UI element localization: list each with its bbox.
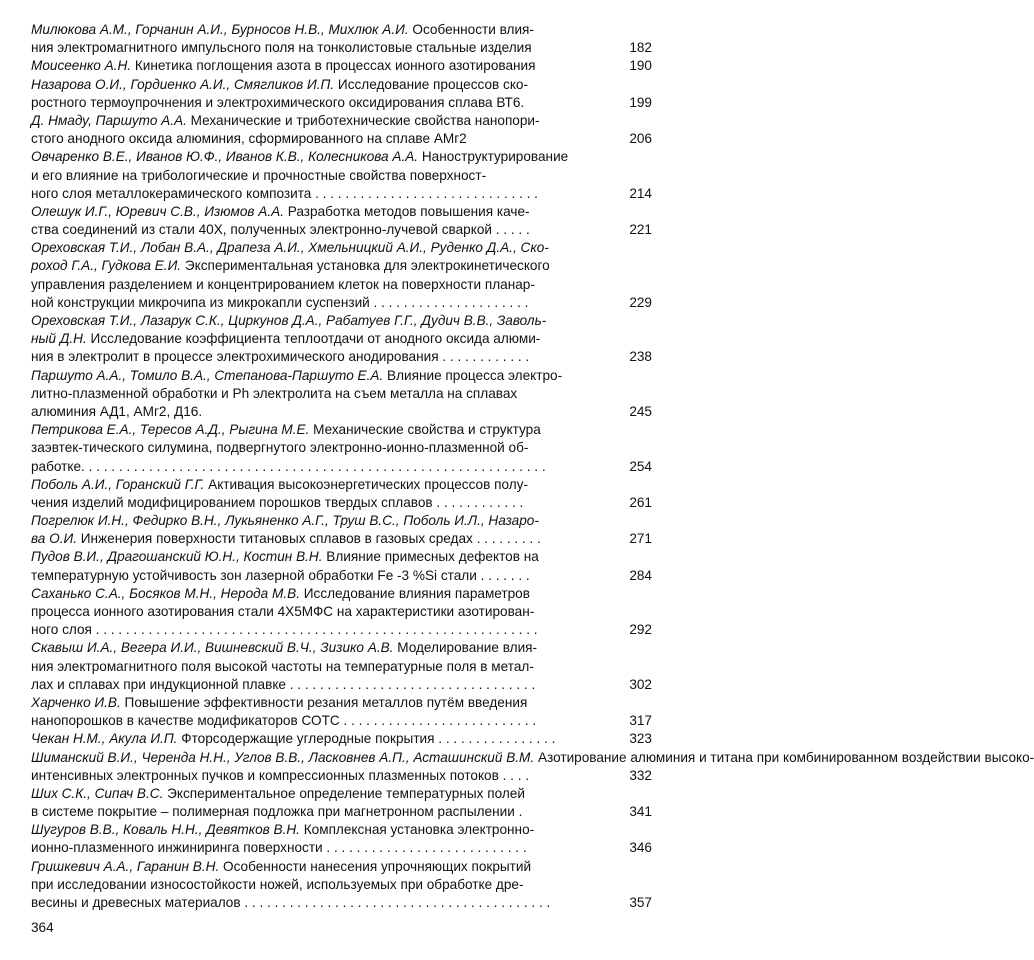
toc-entry: [31, 548, 652, 584]
toc-line: [31, 330, 617, 348]
entry-page-number: 346: [629, 840, 652, 856]
toc-entry: [31, 312, 652, 367]
toc-line: [31, 603, 617, 621]
toc-entry: [31, 639, 652, 694]
toc-line: [31, 476, 617, 494]
entry-title-line: ного слоя металлокерамического композита . . . . . . . . . . . . . . . . . . . . . . . . . . . . . .: [31, 185, 538, 201]
toc-line: [31, 694, 617, 712]
entry-authors: Назарова О.И., Гордиенко А.И., Смягликов И.П.: [31, 76, 335, 92]
entry-title-line: интенсивных электронных пучков и компрессионных плазменных потоков . . . .: [31, 767, 530, 783]
toc-line: [31, 658, 617, 676]
entry-authors-continued: ный Д.Н.: [31, 331, 87, 347]
entry-title-line: Исследование коэффициента теплоотдачи от анодного оксида алюми-: [90, 331, 541, 347]
entry-title-line: Особенности влия-: [412, 22, 534, 37]
entry-page-number: 245: [629, 403, 652, 419]
toc-line: [31, 57, 617, 75]
entry-authors-continued: роход Г.А., Гудкова Е.И.: [31, 258, 182, 274]
entry-page-number: 302: [629, 676, 652, 692]
toc-entry: [31, 148, 652, 203]
toc-line: [31, 839, 617, 857]
entry-authors: Гришкевич А.А., Гаранин В.Н.: [31, 858, 220, 874]
entry-authors: Паршуто А.А., Томило В.А., Степанова-Паршуто Е.А.: [31, 367, 384, 383]
entry-authors: Скавыш И.А., Вегера И.И., Вишневский В.Ч., Зизико А.В.: [31, 640, 394, 656]
toc-entry: [31, 203, 652, 239]
entry-authors: Овчаренко В.Е., Иванов Ю.Ф., Иванов К.В., Колесникова А.А.: [31, 149, 419, 165]
toc-line: [31, 294, 617, 312]
entry-title-line: литно-плазменной обработки и Ph электролита на съем металла на сплавах: [31, 385, 518, 401]
toc-line: [31, 712, 617, 730]
toc-line: [31, 785, 617, 803]
toc-line: [31, 585, 617, 603]
entry-title-line: температурную устойчивость зон лазерной обработки Fe -3 %Si стали . . . . . . .: [31, 567, 530, 583]
toc-entry: [31, 821, 652, 857]
entry-title-line: алюминия АД1, АМг2, Д16.: [31, 403, 203, 419]
entry-title-line: ного слоя . . . . . . . . . . . . . . . . . . . . . . . . . . . . . . . . . . . . . . . . . . . . . . . . . . . . . . . . . . .: [31, 622, 538, 638]
entry-title-line: Исследование влияния параметров: [303, 585, 530, 601]
page-number: 364: [31, 920, 54, 935]
entry-authors: Моисеенко А.Н.: [31, 58, 132, 74]
toc-line: [31, 21, 617, 39]
toc-entry: [31, 785, 652, 821]
toc-entry: [31, 749, 1034, 785]
entry-title-line: в системе покрытие – полимерная подложка при магнетронном распылении .: [31, 804, 523, 820]
toc-line: [31, 458, 617, 476]
entry-title-line: процесса ионного азотирования стали 4Х5МФС на характеристики азотирован-: [31, 604, 535, 619]
entry-page-number: 332: [629, 767, 652, 783]
entry-title-line: Наноструктурирование: [421, 149, 569, 165]
toc-entry: [31, 112, 652, 148]
toc-line: [31, 512, 617, 530]
toc-line: [31, 730, 617, 748]
entry-page-number: 238: [629, 349, 652, 365]
toc-line: [31, 76, 617, 94]
toc-line: [31, 749, 1034, 767]
entry-title-line: ионно-плазменного инжиниринга поверхности . . . . . . . . . . . . . . . . . . . . . . . . . . .: [31, 840, 527, 856]
entry-title-line: Повышение эффективности резания металлов путём введения: [124, 694, 528, 710]
toc-entry: [31, 57, 652, 75]
entry-authors: Шиманский В.И., Черенда Н.Н., Углов В.В., Ласковнев А.П., Асташинский В.М.: [31, 749, 535, 765]
entry-title-line: ния в электролит в процессе электрохимического анодирования . . . . . . . . . . . .: [31, 349, 530, 365]
toc-entry: [31, 76, 652, 112]
entry-authors: Шугуров В.В., Коваль Н.Н., Девятков В.Н.: [31, 822, 300, 838]
toc-line: [31, 312, 617, 330]
toc-line: [31, 894, 617, 912]
entry-title-line: нанопорошков в качестве модификаторов СОТС . . . . . . . . . . . . . . . . . . . . . . . . . .: [31, 713, 537, 729]
toc-line: [31, 803, 617, 821]
toc-entry: [31, 730, 652, 748]
entry-authors: Ореховская Т.И., Лазарук С.К., Циркунов Д.А., Рабатуев Г.Г., Дудич В.В., Заволь-: [31, 313, 547, 328]
entry-title-line: Азотирование алюминия и титана при комбинированном воздействии высоко-: [537, 749, 1034, 765]
entry-page-number: 317: [629, 713, 652, 729]
entry-title-line: Моделирование влия-: [397, 640, 538, 656]
entry-authors: Ореховская Т.И., Лобан В.А., Драпеза А.И., Хмельницкий А.И., Руденко Д.А., Ско-: [31, 240, 549, 256]
entry-title-line: и его влияние на трибологические и прочностные свойства поверхност-: [31, 167, 487, 183]
entry-authors: Поболь А.И., Горанский Г.Г.: [31, 476, 205, 492]
entry-title-line: Исследование процессов ско-: [337, 76, 529, 92]
entry-title-line: работке. . . . . . . . . . . . . . . . . . . . . . . . . . . . . . . . . . . . . . . . . . . . . . . . . . . . . . . . . . . . . .: [31, 458, 546, 474]
toc-line: [31, 876, 617, 894]
toc-line: [31, 567, 617, 585]
entry-authors: Ших С.К., Сипач В.С.: [31, 785, 164, 801]
entry-authors-continued: ва О.И.: [31, 531, 77, 547]
entry-page-number: 271: [629, 531, 652, 547]
entry-title-line: Комплексная установка электронно-: [303, 822, 535, 838]
toc-line: [31, 112, 617, 130]
entry-page-number: 229: [629, 294, 652, 310]
entry-page-number: 190: [629, 58, 652, 74]
entry-page-number: 341: [629, 804, 652, 820]
entry-authors: Пудов В.И., Драгошанский Ю.Н., Костин В.Н.: [31, 549, 323, 565]
entry-authors: Саханько С.А., Босяков М.Н., Нерода М.В.: [31, 585, 300, 601]
entry-page-number: 254: [629, 458, 652, 474]
entry-title-line: Экспериментальное определение температурных полей: [167, 785, 525, 801]
entry-authors: Харченко И.В.: [31, 694, 121, 710]
toc-line: [31, 821, 617, 839]
entry-page-number: 357: [629, 895, 652, 911]
entry-title-line: управления разделением и концентрированием клеток на поверхности планар-: [31, 276, 535, 292]
entry-title-line: Влияние процесса электро-: [387, 367, 563, 383]
entry-page-number: 284: [629, 567, 652, 583]
table-of-contents: [31, 21, 1034, 912]
entry-title-line: ния электромагнитного поля высокой частоты на температурные поля в метал-: [31, 658, 534, 674]
toc-line: [31, 421, 617, 439]
entry-authors: Погрелюк И.Н., Федирко В.Н., Лукьяненко А.Г., Труш В.С., Поболь И.Л., Назаро-: [31, 513, 539, 529]
entry-title-line: Механические и триботехнические свойства нанопори-: [190, 112, 540, 128]
entry-page-number: 323: [629, 731, 652, 747]
toc-entry: [31, 585, 652, 640]
entry-title-line: весины и древесных материалов . . . . . . . . . . . . . . . . . . . . . . . . . . . . . . . . . . . . . . . . .: [31, 895, 551, 910]
toc-entry: [31, 421, 652, 476]
entry-page-number: 261: [629, 494, 652, 510]
toc-line: [31, 403, 617, 421]
toc-entry: [31, 21, 652, 57]
entry-title-line: Кинетика поглощения азота в процессах ионного азотирования: [134, 58, 536, 74]
entry-title-line: Фторсодержащие углеродные покрытия . . . . . . . . . . . . . . . .: [181, 731, 556, 747]
toc-entry: [31, 367, 652, 422]
entry-title-line: Экспериментальная установка для электрокинетического: [184, 258, 550, 274]
entry-authors: Д. Нмаду, Паршуто А.А.: [31, 112, 187, 128]
toc-entry: [31, 694, 652, 730]
toc-line: [31, 167, 617, 185]
entry-page-number: 199: [629, 94, 652, 110]
toc-line: [31, 367, 617, 385]
toc-line: [31, 185, 617, 203]
toc-line: [31, 494, 617, 512]
toc-line: [31, 639, 617, 657]
toc-line: [31, 148, 617, 166]
toc-line: [31, 276, 617, 294]
entry-title-line: лах и сплавах при индукционной плавке . . . . . . . . . . . . . . . . . . . . . . . . . . . . . . . . .: [31, 676, 536, 692]
toc-line: [31, 348, 617, 366]
entry-title-line: Инженерия поверхности титановых сплавов в газовых средах . . . . . . . . .: [80, 531, 541, 547]
toc-line: [31, 858, 617, 876]
entry-authors: Олешук И.Г., Юревич С.В., Изюмов А.А.: [31, 203, 284, 219]
toc-line: [31, 548, 617, 566]
toc-entry: [31, 239, 652, 312]
entry-title-line: Активация высокоэнергетических процессов полу-: [208, 476, 528, 492]
entry-title-line: Влияние примесных дефектов на: [326, 549, 539, 565]
toc-line: [31, 676, 617, 694]
entry-page-number: 206: [629, 131, 652, 147]
entry-title-line: Особенности нанесения упрочняющих покрытий: [223, 858, 532, 874]
toc-line: [31, 39, 617, 57]
toc-line: [31, 239, 617, 257]
entry-authors: Милюкова А.М., Горчанин А.И., Бурносов Н.В., Михлюк А.И.: [31, 22, 409, 37]
entry-title-line: заэвтек-тического силумина, подвергнутого электронно-ионно-плазменной об-: [31, 440, 529, 456]
toc-line: [31, 130, 617, 148]
entry-title-line: стого анодного оксида алюминия, сформированного на сплаве АМг2: [31, 131, 467, 147]
entry-authors: Чекан Н.М., Акула И.П.: [31, 731, 178, 747]
entry-title-line: ной конструкции микрочипа из микрокапли суспензий . . . . . . . . . . . . . . . . . . . . .: [31, 294, 529, 310]
toc-entry: [31, 476, 652, 512]
entry-title-line: ростного термоупрочнения и электрохимического оксидирования сплава ВТ6.: [31, 94, 525, 110]
entry-page-number: 214: [629, 185, 652, 201]
toc-line: [31, 257, 617, 275]
entry-title-line: при исследовании износостойкости ножей, используемых при обработке дре-: [31, 876, 524, 892]
toc-line: [31, 94, 617, 112]
toc-line: [31, 221, 617, 239]
toc-entry: [31, 512, 652, 548]
toc-line: [31, 530, 617, 548]
toc-entry: [31, 858, 652, 913]
entry-page-number: 182: [629, 40, 652, 56]
toc-line: [31, 203, 617, 221]
entry-title-line: Разработка методов повышения каче-: [287, 203, 530, 219]
toc-line: [31, 621, 617, 639]
toc-line: [31, 439, 617, 457]
entry-title-line: ния электромагнитного импульсного поля на тонколистовые стальные изделия: [31, 40, 532, 56]
entry-title-line: ства соединений из стали 40Х, полученных электронно-лучевой сваркой . . . . .: [31, 222, 530, 238]
entry-page-number: 292: [629, 622, 652, 638]
toc-line: [31, 767, 617, 785]
entry-page-number: 221: [629, 222, 652, 238]
entry-title-line: Механические свойства и структура: [313, 422, 541, 438]
entry-authors: Петрикова Е.А., Тересов А.Д., Рыгина М.Е.: [31, 422, 310, 438]
toc-line: [31, 385, 617, 403]
entry-title-line: чения изделий модифицированием порошков твердых сплавов . . . . . . . . . . . .: [31, 494, 524, 510]
